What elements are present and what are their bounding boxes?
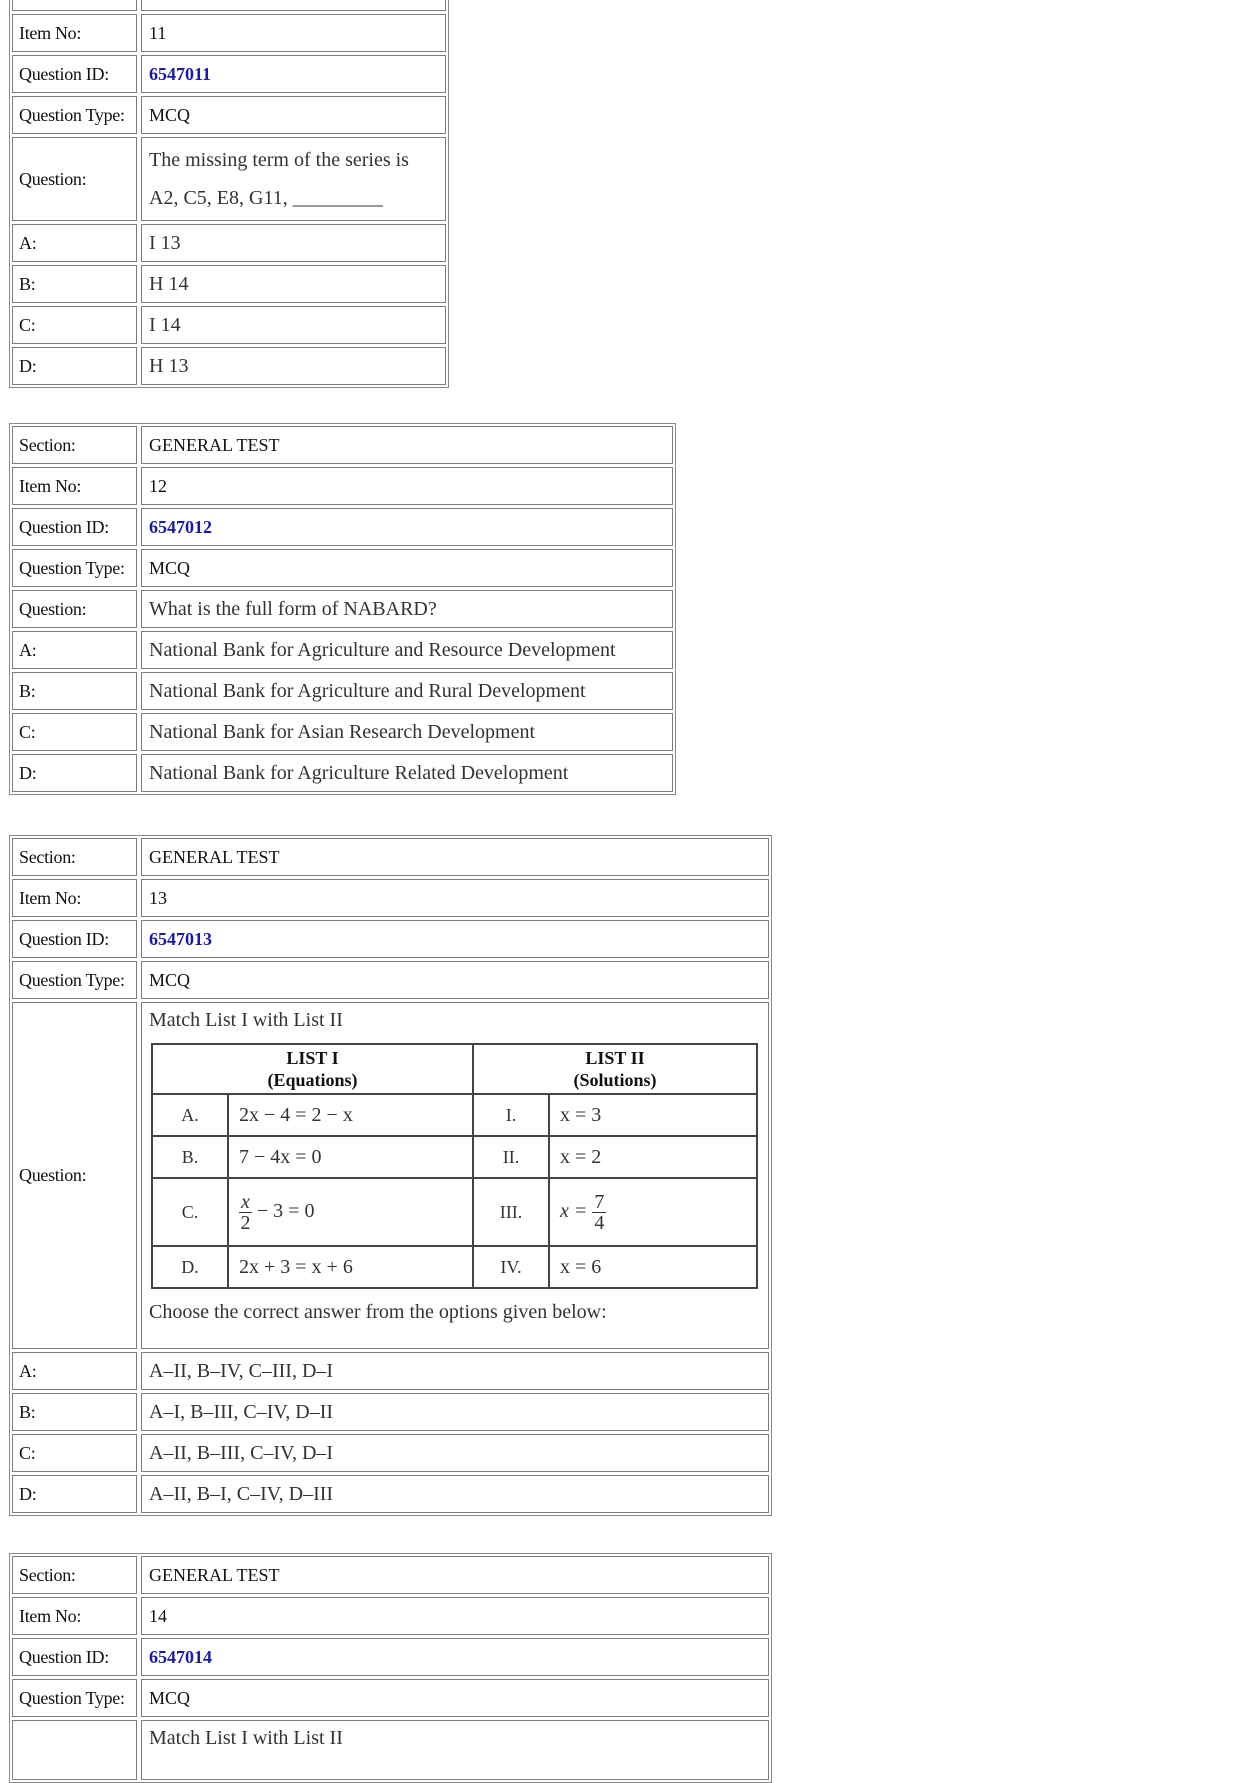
- item-no-value: 14: [141, 1597, 769, 1635]
- fraction: [239, 1192, 252, 1233]
- question-type-value: MCQ: [141, 1679, 769, 1717]
- row-question: [12, 1720, 769, 1780]
- match-row-a: [152, 1094, 757, 1136]
- match-letter: B.: [152, 1136, 228, 1178]
- question-intro: Match List I with List II: [149, 1009, 343, 1031]
- solution-prefix: x =: [560, 1199, 593, 1222]
- row-option-b: [12, 265, 446, 303]
- question-type-label: Question Type:: [12, 96, 137, 134]
- question-type-value: MCQ: [141, 96, 446, 134]
- fraction-numerator: 7: [594, 1190, 605, 1213]
- option-b-label: B:: [12, 1393, 137, 1431]
- match-letter: A.: [152, 1094, 228, 1136]
- equation-rest: − 3 = 0: [251, 1199, 315, 1222]
- fraction-numerator: x: [241, 1190, 250, 1213]
- option-a-text: I 13: [141, 224, 446, 262]
- match-solution: x = 3: [549, 1094, 757, 1136]
- list2-header: [473, 1044, 757, 1094]
- option-b-text: A–I, B–III, C–IV, D–II: [141, 1393, 769, 1431]
- question-block-13: [9, 835, 772, 1516]
- section-value: GENERAL TEST: [141, 426, 673, 464]
- question-type-value: MCQ: [141, 549, 673, 587]
- match-letter: D.: [152, 1246, 228, 1288]
- match-roman: IV.: [473, 1246, 549, 1288]
- row-option-c: [12, 713, 673, 751]
- option-b-text: National Bank for Agriculture and Rural Development: [141, 672, 673, 710]
- match-roman: I.: [473, 1094, 549, 1136]
- row-option-b: [12, 1393, 769, 1431]
- option-d-label: D:: [12, 1475, 137, 1513]
- row-item-no: [12, 879, 769, 917]
- match-row-d: [152, 1246, 757, 1288]
- option-d-text: National Bank for Agriculture Related Development: [141, 754, 673, 792]
- question-id-label: Question ID:: [12, 508, 137, 546]
- option-b-label: B:: [12, 672, 137, 710]
- section-label: Section:: [12, 1556, 137, 1594]
- question-id-label: Question ID:: [12, 55, 137, 93]
- option-a-label: A:: [12, 1352, 137, 1390]
- section-label: [12, 0, 137, 11]
- list2-title: LIST II: [585, 1048, 645, 1068]
- item-no-value: 13: [141, 879, 769, 917]
- match-solution: [549, 1178, 757, 1246]
- question-block-11: [9, 0, 449, 388]
- row-question-type: [12, 96, 446, 134]
- question-id-label: Question ID:: [12, 920, 137, 958]
- row-item-no: [12, 1597, 769, 1635]
- match-roman: II.: [473, 1136, 549, 1178]
- list1-title: LIST I: [286, 1048, 339, 1068]
- option-c-text: National Bank for Asian Research Development: [141, 713, 673, 751]
- row-question-id: [12, 920, 769, 958]
- match-solution: x = 2: [549, 1136, 757, 1178]
- question-label: Question:: [12, 590, 137, 628]
- item-no-value: 12: [141, 467, 673, 505]
- row-question-type: [12, 549, 673, 587]
- option-d-label: D:: [12, 754, 137, 792]
- row-option-c: [12, 1434, 769, 1472]
- question-block-14: [9, 1553, 772, 1783]
- row-option-d: [12, 347, 446, 385]
- match-table: [151, 1043, 758, 1289]
- list1-header: [152, 1044, 473, 1094]
- option-a-label: A:: [12, 631, 137, 669]
- item-no-label: Item No:: [12, 467, 137, 505]
- question-id-value: 6547013: [141, 920, 769, 958]
- row-question: [12, 1002, 769, 1349]
- option-a-label: A:: [12, 224, 137, 262]
- list1-subtitle: (Equations): [267, 1070, 358, 1090]
- section-value: GENERAL TEST: [141, 838, 769, 876]
- question-intro: Match List I with List II: [149, 1727, 343, 1749]
- row-question: [12, 137, 446, 221]
- question-text: [141, 1002, 769, 1349]
- row-question-type: [12, 961, 769, 999]
- row-question-id: [12, 55, 446, 93]
- question-outro: Choose the correct answer from the options given below:: [149, 1301, 607, 1323]
- section-value: [141, 0, 446, 11]
- option-c-label: C:: [12, 713, 137, 751]
- row-option-a: [12, 631, 673, 669]
- match-equation: [228, 1178, 473, 1246]
- match-letter: C.: [152, 1178, 228, 1246]
- row-question-type: [12, 1679, 769, 1717]
- question-label: Question:: [12, 1002, 137, 1349]
- fraction-denominator: 4: [594, 1211, 605, 1234]
- question-id-value: 6547011: [141, 55, 446, 93]
- list2-subtitle: (Solutions): [573, 1070, 657, 1090]
- option-c-label: C:: [12, 306, 137, 344]
- row-question: [12, 590, 673, 628]
- option-a-text: A–II, B–IV, C–III, D–I: [141, 1352, 769, 1390]
- row-section: [12, 426, 673, 464]
- option-c-text: A–II, B–III, C–IV, D–I: [141, 1434, 769, 1472]
- match-row-b: [152, 1136, 757, 1178]
- option-c-text: I 14: [141, 306, 446, 344]
- option-b-text: H 14: [141, 265, 446, 303]
- item-no-value: 11: [141, 14, 446, 52]
- question-type-value: MCQ: [141, 961, 769, 999]
- fraction-denominator: 2: [240, 1211, 251, 1234]
- item-no-label: Item No:: [12, 1597, 137, 1635]
- question-type-label: Question Type:: [12, 961, 137, 999]
- question-text: [141, 1720, 769, 1780]
- match-equation: 2x + 3 = x + 6: [228, 1246, 473, 1288]
- row-section-cut: [12, 0, 446, 11]
- question-label: [12, 1720, 137, 1780]
- question-type-label: Question Type:: [12, 549, 137, 587]
- match-solution: x = 6: [549, 1246, 757, 1288]
- option-a-text: National Bank for Agriculture and Resource Development: [141, 631, 673, 669]
- match-roman: III.: [473, 1178, 549, 1246]
- item-no-label: Item No:: [12, 879, 137, 917]
- question-label: Question:: [12, 137, 137, 221]
- question-id-value: 6547014: [141, 1638, 769, 1676]
- option-d-text: H 13: [141, 347, 446, 385]
- section-label: Section:: [12, 838, 137, 876]
- match-table-header: [152, 1044, 757, 1094]
- row-option-c: [12, 306, 446, 344]
- option-d-label: D:: [12, 347, 137, 385]
- section-label: Section:: [12, 426, 137, 464]
- question-line-1: The missing term of the series is: [149, 149, 409, 171]
- section-value: GENERAL TEST: [141, 1556, 769, 1594]
- fraction: [592, 1192, 606, 1233]
- question-type-label: Question Type:: [12, 1679, 137, 1717]
- row-section: [12, 838, 769, 876]
- row-option-d: [12, 754, 673, 792]
- row-section: [12, 1556, 769, 1594]
- question-id-value: 6547012: [141, 508, 673, 546]
- match-equation: 7 − 4x = 0: [228, 1136, 473, 1178]
- question-text: [141, 137, 446, 221]
- row-question-id: [12, 1638, 769, 1676]
- row-option-d: [12, 1475, 769, 1513]
- match-row-c: [152, 1178, 757, 1246]
- option-c-label: C:: [12, 1434, 137, 1472]
- question-id-label: Question ID:: [12, 1638, 137, 1676]
- row-item-no: [12, 14, 446, 52]
- row-question-id: [12, 508, 673, 546]
- question-line-2: A2, C5, E8, G11, _________: [149, 187, 383, 209]
- match-equation: 2x − 4 = 2 − x: [228, 1094, 473, 1136]
- option-d-text: A–II, B–I, C–IV, D–III: [141, 1475, 769, 1513]
- row-option-a: [12, 1352, 769, 1390]
- row-option-b: [12, 672, 673, 710]
- row-item-no: [12, 467, 673, 505]
- row-option-a: [12, 224, 446, 262]
- option-b-label: B:: [12, 265, 137, 303]
- item-no-label: Item No:: [12, 14, 137, 52]
- question-block-12: [9, 423, 676, 795]
- question-text: What is the full form of NABARD?: [141, 590, 673, 628]
